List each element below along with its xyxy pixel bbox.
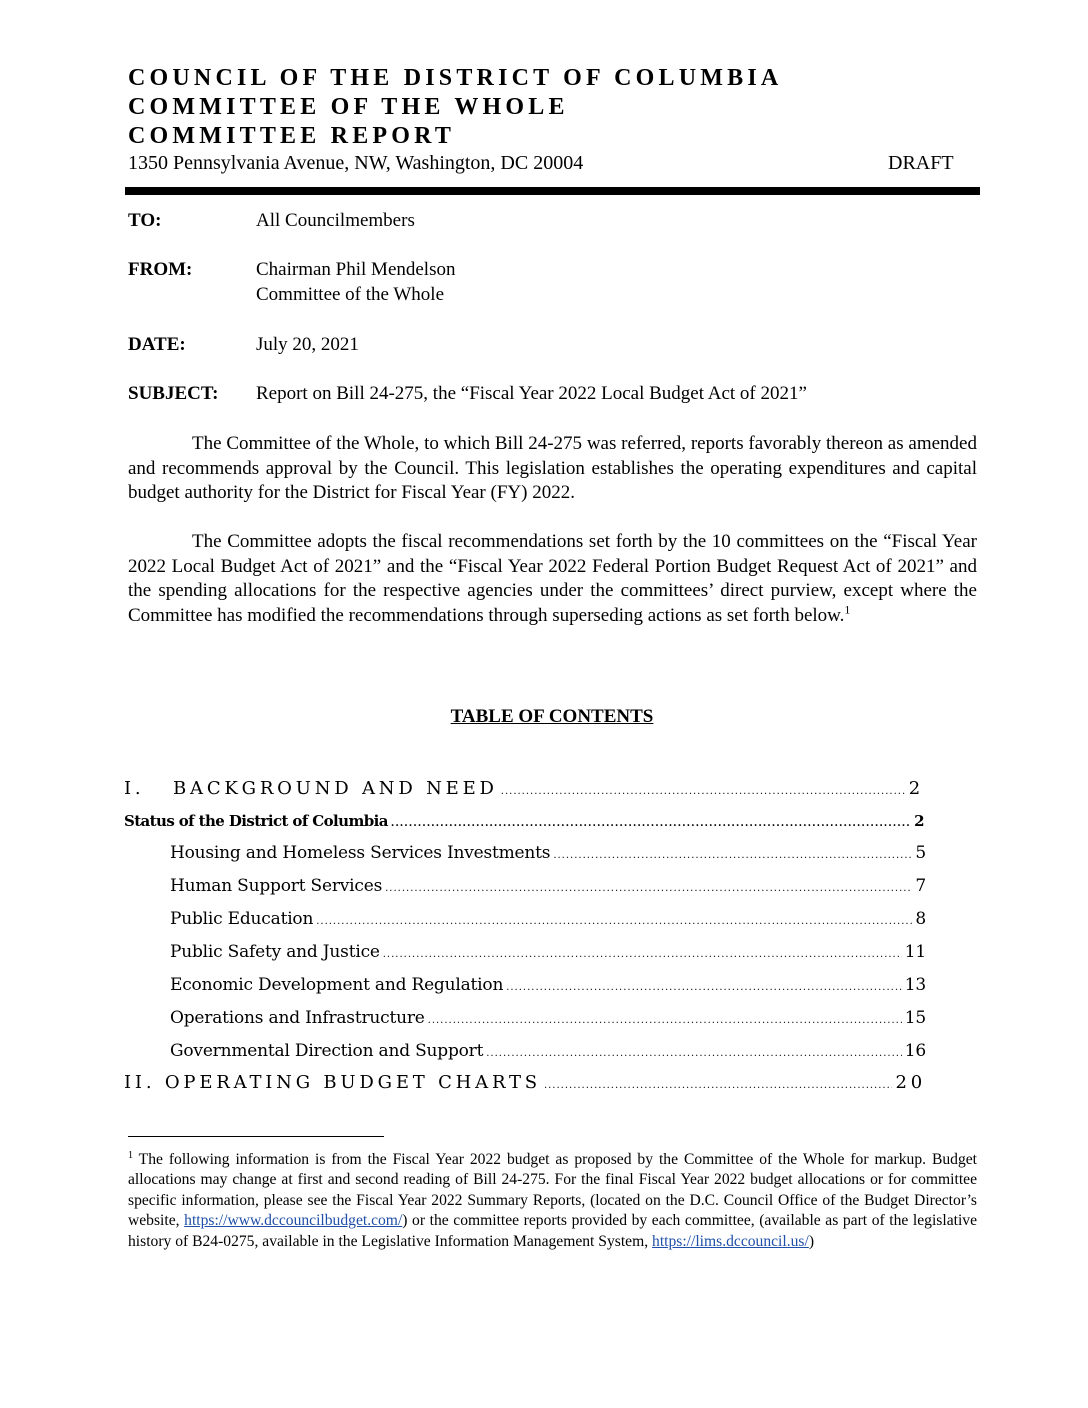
toc-entry-human-support[interactable] (170, 876, 926, 896)
toc-entry-page: 2 (908, 778, 924, 799)
header-divider (125, 187, 980, 195)
from-value-name: Chairman Phil Mendelson (256, 259, 456, 280)
toc-entry-label: Governmental Direction and Support (170, 1041, 484, 1061)
intro-paragraph (128, 432, 977, 506)
toc-entry-label: Operations and Infrastructure (170, 1008, 425, 1028)
footnote-divider (128, 1136, 384, 1137)
toc-leader-dots (506, 982, 902, 993)
toc-entry-page: 15 (904, 1008, 926, 1028)
footnote-number: 1 (128, 1149, 133, 1161)
toc-entry-label: Status of the District of Columbia (124, 812, 388, 830)
budget-website-link[interactable]: https://www.dccouncilbudget.com/ (184, 1212, 403, 1230)
toc-entry-page: 2 (914, 812, 924, 830)
toc-leader-dots (391, 818, 911, 829)
footnote-text-part3: ) (808, 1232, 815, 1250)
toc-title: TABLE OF CONTENTS (450, 706, 654, 727)
draft-status: DRAFT (888, 152, 954, 174)
to-label: TO: (128, 210, 162, 231)
from-value-committee: Committee of the Whole (256, 284, 445, 305)
subject-label: SUBJECT: (128, 383, 219, 404)
toc-entry-operating-budget-charts[interactable] (124, 1072, 926, 1093)
toc-leader-dots (383, 949, 902, 960)
toc-entry-page: 7 (915, 876, 926, 896)
from-label: FROM: (128, 259, 193, 280)
toc-entry-label: Housing and Homeless Services Investments (170, 843, 551, 863)
subject-value: Report on Bill 24-275, the “Fiscal Year 2022 Local Budget Act of 2021” (256, 383, 807, 404)
lims-link[interactable]: https://lims.dccouncil.us/ (652, 1232, 809, 1250)
footnote-text-part2: ) or the committee reports provided by each committee, (available as part of the legislative history of B24-0275, available in the Legislative Information Management System, (128, 1212, 977, 1250)
toc-entry-label: Public Education (170, 909, 314, 929)
intro-paragraph-text: The Committee of the Whole, to which Bill 24-275 was referred, reports favorably thereon as amended and recommends approval by the Council. This legislation establishes the operating expenditures and capital budget authority for the District for Fiscal Year (FY) 2022. (128, 433, 977, 503)
footnote-reference[interactable]: 1 (844, 602, 851, 617)
toc-entry-label: Economic Development and Regulation (170, 975, 504, 995)
date-value: July 20, 2021 (256, 334, 359, 355)
toc-entry-label: II. OPERATING BUDGET CHARTS (124, 1072, 541, 1093)
toc-entry-public-safety[interactable] (170, 942, 926, 962)
toc-entry-page: 16 (904, 1041, 926, 1061)
toc-entry-status[interactable] (124, 812, 924, 830)
toc-entry-label: I. BACKGROUND AND NEED (124, 778, 498, 799)
toc-entry-economic-development[interactable] (170, 975, 926, 995)
toc-entry-label: Public Safety and Justice (170, 942, 380, 962)
toc-entry-page: 8 (915, 909, 926, 929)
header-report-type: COMMITTEE REPORT (128, 123, 456, 149)
toc-entry-page: 5 (915, 843, 926, 863)
toc-entry-housing[interactable] (170, 843, 926, 863)
header-committee-name: COMMITTEE OF THE WHOLE (128, 94, 569, 120)
toc-leader-dots (316, 916, 912, 927)
header-council-name: COUNCIL OF THE DISTRICT OF COLUMBIA (128, 65, 783, 91)
adoption-paragraph-text: The Committee adopts the fiscal recommendations set forth by the 10 committees on the “Fiscal Year 2022 Local Budget Act of 2021” and the “Fiscal Year 2022 Federal Portion Budget Request Act of 2021” and the spending allocations for the respective agencies under the committees’ direct purview, except where the Committee has modified the recommendations through superseding actions as set forth below. (128, 531, 977, 626)
toc-entry-background[interactable] (124, 778, 924, 799)
toc-leader-dots (486, 1048, 902, 1059)
footnote (128, 1150, 977, 1252)
toc-entry-operations[interactable] (170, 1008, 926, 1028)
toc-leader-dots (553, 850, 912, 861)
toc-entry-page: 20 (895, 1072, 926, 1093)
toc-entry-public-education[interactable] (170, 909, 926, 929)
toc-entry-label: Human Support Services (170, 876, 383, 896)
adoption-paragraph (128, 530, 977, 628)
to-value: All Councilmembers (256, 210, 415, 231)
toc-leader-dots (501, 786, 906, 797)
header-address: 1350 Pennsylvania Avenue, NW, Washington, DC 20004 (128, 152, 584, 174)
date-label: DATE: (128, 334, 186, 355)
toc-leader-dots (428, 1015, 902, 1026)
toc-entry-page: 13 (904, 975, 926, 995)
toc-entry-governmental-direction[interactable] (170, 1041, 926, 1061)
toc-leader-dots (544, 1080, 893, 1091)
footnote-text-part1: The following information is from the Fiscal Year 2022 budget as proposed by the Committee of the Whole for markup. Budget allocations may change at first and second reading of Bill 24-275. For the final Fiscal Year 2022 budget allocations or for committee specific information, please see the Fiscal Year 2022 Summary Reports, (located on the D.C. Council Office of the Budget Director’s website, (128, 1151, 978, 1230)
toc-leader-dots (385, 883, 912, 894)
toc-entry-page: 11 (904, 942, 926, 962)
